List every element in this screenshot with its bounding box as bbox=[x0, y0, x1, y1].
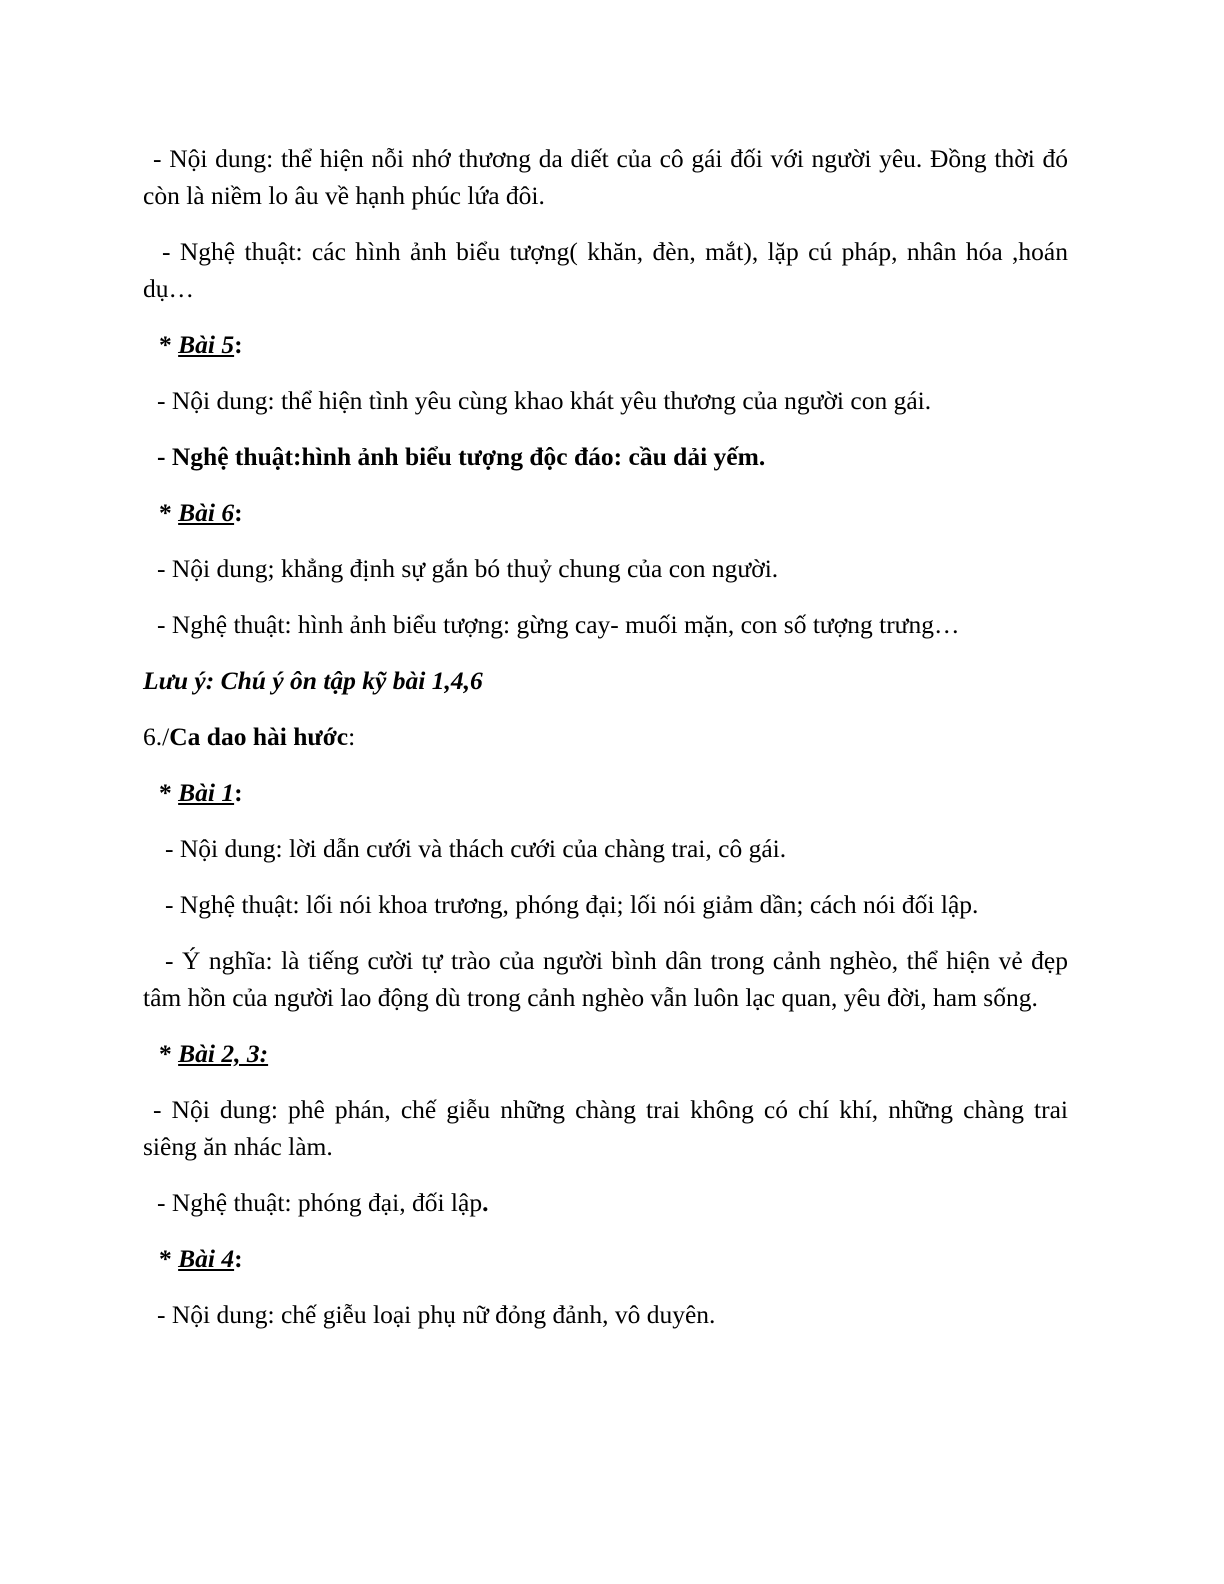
note-text: Lưu ý: Chú ý ôn tập kỹ bài 1,4,6 bbox=[143, 666, 483, 695]
bullet-star: * bbox=[159, 330, 179, 359]
paragraph-noi-dung-bai4 bbox=[143, 140, 1068, 214]
paragraph-nghe-thuat-bai1 bbox=[143, 886, 1068, 923]
section-heading-ca-dao-hai-huoc bbox=[143, 718, 1068, 755]
paragraph-text: - Nội dung: phê phán, chế giễu những chàng trai không có chí khí, những chàng trai siêng ăn nhác làm. bbox=[143, 1095, 1068, 1161]
paragraph-nghe-thuat-bai5 bbox=[143, 438, 1068, 475]
heading-colon: : bbox=[234, 1244, 243, 1273]
heading-bai-6 bbox=[143, 494, 1068, 531]
paragraph-nghe-thuat-bai23 bbox=[143, 1184, 1068, 1221]
heading-title: Bài 6 bbox=[178, 498, 235, 527]
bullet-star: * bbox=[159, 1244, 179, 1273]
bullet-star: * bbox=[159, 1039, 179, 1068]
paragraph-text: - Nghệ thuật: phóng đại, đối lập bbox=[157, 1188, 483, 1217]
document-body bbox=[143, 140, 1068, 1352]
section-number: 6./ bbox=[143, 722, 170, 751]
paragraph-text: - Nội dung: lời dẫn cưới và thách cưới của chàng trai, cô gái. bbox=[165, 834, 787, 863]
paragraph-nghe-thuat-bai6 bbox=[143, 606, 1068, 643]
heading-bai-2-3 bbox=[143, 1035, 1068, 1072]
paragraph-text: - Nội dung: thể hiện nỗi nhớ thương da diết của cô gái đối với người yêu. Đồng thời đó còn là niềm lo âu về hạnh phúc lứa đôi. bbox=[143, 144, 1068, 210]
paragraph-y-nghia-bai1 bbox=[143, 942, 1068, 1016]
heading-title: Bài 4 bbox=[178, 1244, 235, 1273]
paragraph-text: - Nội dung; khẳng định sự gắn bó thuỷ chung của con người. bbox=[157, 554, 779, 583]
heading-bai-5 bbox=[143, 326, 1068, 363]
heading-colon: : bbox=[234, 778, 243, 807]
paragraph-text: - Nghệ thuật: hình ảnh biểu tượng: gừng cay- muối mặn, con số tượng trưng… bbox=[157, 610, 960, 639]
paragraph-noi-dung-bai23 bbox=[143, 1091, 1068, 1165]
note-luu-y bbox=[143, 662, 1068, 699]
bullet-star: * bbox=[159, 498, 179, 527]
paragraph-text: - Nghệ thuật: lối nói khoa trương, phóng đại; lối nói giảm dần; cách nói đối lập. bbox=[165, 890, 979, 919]
heading-title: Bài 1 bbox=[178, 778, 235, 807]
paragraph-noi-dung-bai4b bbox=[143, 1296, 1068, 1333]
paragraph-period: . bbox=[482, 1188, 489, 1217]
section-colon: : bbox=[348, 722, 356, 751]
paragraph-noi-dung-bai1 bbox=[143, 830, 1068, 867]
paragraph-noi-dung-bai5 bbox=[143, 382, 1068, 419]
heading-title: Bài 5 bbox=[178, 330, 235, 359]
heading-title: Bài 2, 3: bbox=[178, 1039, 269, 1068]
section-title: Ca dao hài hước bbox=[169, 722, 349, 751]
heading-colon: : bbox=[234, 498, 243, 527]
paragraph-text: - Nghệ thuật: các hình ảnh biểu tượng( khăn, đèn, mắt), lặp cú pháp, nhân hóa ,hoán dụ… bbox=[143, 237, 1068, 303]
heading-bai-4 bbox=[143, 1240, 1068, 1277]
paragraph-text: - Ý nghĩa: là tiếng cười tự trào của người bình dân trong cảnh nghèo, thể hiện vẻ đẹp tâm hồn của người lao động dù trong cảnh nghèo vẫn luôn lạc quan, yêu đời, ham sống. bbox=[143, 946, 1068, 1012]
paragraph-nghe-thuat-bai4 bbox=[143, 233, 1068, 307]
paragraph-text: - Nội dung: thể hiện tình yêu cùng khao khát yêu thương của người con gái. bbox=[157, 386, 932, 415]
paragraph-noi-dung-bai6 bbox=[143, 550, 1068, 587]
heading-bai-1 bbox=[143, 774, 1068, 811]
bullet-star: * bbox=[159, 778, 179, 807]
paragraph-text: - Nghệ thuật:hình ảnh biểu tượng độc đáo: cầu dải yếm. bbox=[157, 442, 766, 471]
paragraph-text: - Nội dung: chế giễu loại phụ nữ đỏng đảnh, vô duyên. bbox=[157, 1300, 716, 1329]
heading-colon: : bbox=[234, 330, 243, 359]
